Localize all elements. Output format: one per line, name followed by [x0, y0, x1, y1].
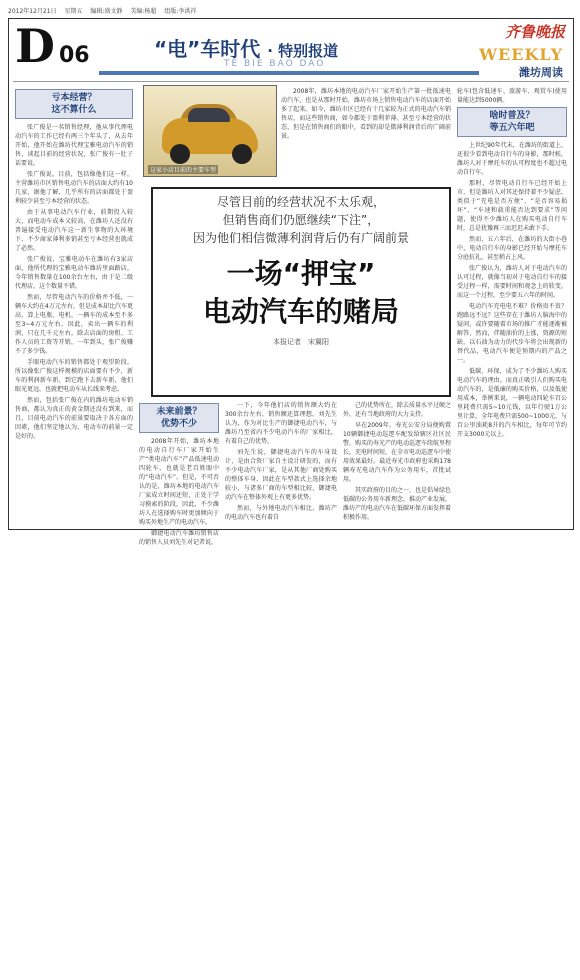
headline-box [151, 187, 451, 397]
right-paragraphs [457, 141, 567, 439]
issue-weekday: 星期五 [64, 8, 83, 15]
bottom-middle-column [225, 401, 337, 525]
page-number: 06 [59, 43, 90, 68]
byline: 本报记者 宋翼阳 [273, 338, 329, 346]
section-bar [99, 71, 479, 75]
paragraph: 2008年开始，潍坊本地的电动自行车厂家开始生产“类电动汽车”产品低速电动四轮车，也就是老百姓眼中的“电动汽车”。但是，不可否认的是，潍坊本地的电动汽车厂家成立时间还短，正处于学习摸索的阶段，因此，不少潍坊人在选择购车时更加倾向于购买外地生产的电动汽车。 [139, 438, 219, 526]
paragraph: 刘先生说，御捷电动汽车的车身设计，是由合资厂家自主设计研发的，而有不少电动汽车厂家，是从其他厂商处购买的整体车身，因此在车型款式上选择余地较小，与诸多厂商的车型相比较，御捷电动汽车在整体外观上有更多优势。 [225, 449, 337, 501]
paragraph: 张广俊说，目前，包括像他们这一样，主营潍坊市区销售电动汽车的店面大约有10几家，据他了解，几乎所有的店面都处于盈利较少甚至亏本经营的状态。 [15, 171, 133, 205]
deck-line-1: 尽管目前的经营状况不太乐观， [216, 195, 385, 209]
paragraph: 然而，五六年后，在潍坊的大街小巷中，电动自行车的身影已经开始与摩托车分庭抗礼，甚至稍占上风。 [457, 236, 567, 261]
paragraph: 张广俊说，宝雅电动车在潍坊有3家店面，他所代理的宝雅电动车潍坊里面路店，今年销售数量在100余台左右，由于是二级代理店，这个数量不错。 [15, 256, 133, 290]
paragraph: 早在2009年，寿光公安分局便购置10辆御捷电动巡逻车配发给辖区社区民警，购买的寿光产的电动巡逻车续航里程长，充电时间短，在全市电动巡逻车中使用效果最好。最近寿光市政府也采购178辆寿光电动汽车作为公务用车，首批试用。 [343, 422, 452, 483]
headline-secondary: 电动汽车的赌局 [202, 295, 399, 328]
issue-date: 2012年12月21日 [8, 8, 57, 15]
newspaper-page [8, 18, 574, 546]
section-pinyin: TE BIE BAO DAO [224, 59, 326, 69]
section-letter: D [15, 19, 55, 73]
header-divider [13, 81, 569, 82]
paragraph: 己的优势所在，除去质量水平过硬之外，还有当地政府的大力支持。 [343, 402, 452, 418]
paragraph: 电动汽车充电电不难？价格贵不贵？跑路远不远？这些存在于潍坊人脑海中的疑问，或许要随着市场的推广才能逐渐被解答，然而，伴随油价的上涨，资源的短缺，以石油为动力的代步车将会出现新的替代品，电动汽车便是预期内的产品之一。 [457, 303, 567, 364]
intro-paragraph: 2008年，潍坊本地的电动汽车厂家开始生产第一批低速电动汽车，也是从那时开始，潍坊市场上销售电动汽车的店面开始多了起来。如今，潍坊市区已经有十几家较为正式的电动汽车销售店，而这些销售商，如今都处于盈利菲薄、甚至亏本经营的状态，但是在销售商们的眼中，看到的却是微薄利润背后的广阔前景。 [281, 88, 451, 140]
photo-caption: 这家小店目前的主要车型 [150, 167, 217, 174]
deck-line-3: 因为他们相信微薄利润背后仍有广阔前景 [192, 231, 409, 245]
paragraph: 然而，尽管电动汽车的价格并不低，一辆车大约在4万元左右，但是成本却比汽车更高，算上电瓶、电机，一辆车的成本至不多至3~4万元左右，因此，卖出一辆车的利润，只在几千元左右，除去店面的房租、工作人员的工资等开销，一年到头，张广俊赚不了多少钱。 [15, 294, 133, 355]
paragraph: 御捷电动汽车潍坊销售店的销售人员刘先生对记者说， [139, 530, 219, 546]
paragraph: 那时，尽管电动自行车已经开始上市，但是潍坊人对其还保持着不少疑虑，类似于“充电是否方便”、“是否容易损坏”、“车速和载重能否达到要求”等问题，使得不少潍坊人在购买电动自行车时，总是犹豫再三而迟迟未敢下手。 [457, 180, 567, 232]
design-credit: 美编:杨超 [130, 8, 157, 15]
paragraph: 然而，包括张广俊在内的潍坊电动车销售商，都认为真正的黄金期还没有到来，而且，目前电动汽车的前景要取决于各方面的因素，他们坚定地认为，电动车的前景一定是好的。 [15, 397, 133, 440]
weekly-label: WEEKLY [479, 45, 563, 64]
bottom-left-paragraphs [139, 437, 219, 547]
section-title [154, 33, 338, 62]
car-photo [143, 85, 277, 177]
paragraph: 上世纪90年代末，在潍坊的街道上，还很少看到电动自行车的身影，那时候，潍坊人对于摩托车的认可程度也不超过电动自行车。 [457, 142, 567, 176]
left-column [15, 87, 133, 523]
proof-credit: 组版:李洪祥 [164, 8, 197, 15]
section-title-main: “电”车时代 [154, 37, 261, 61]
masthead-meta [8, 6, 202, 15]
paragraph: 手眼电动汽车的销售都处于观望阶段，所以像张广俊这样规模的店面要有不少，新车的利润新车新、到它跑下去新车新，他们眼光更远，也就把电动车从长线来考虑。 [15, 359, 133, 393]
headline-main: 一场“押宝” [226, 257, 376, 290]
intro-text [281, 87, 451, 179]
left-heading: 亏本经营？ 这不算什么 [15, 89, 133, 119]
bottom-right-paragraphs [343, 401, 451, 522]
bottom-middle-paragraphs [225, 401, 337, 522]
paragraph: 由于从事电动汽车行业，前期投入较大，而电动车成本又较高，在潍坊人还没有普遍接受电动汽车这一新生事物的大环境下，不少商家薄利多销甚至亏本经营也就成了必然。 [15, 209, 133, 252]
weekly-badge [479, 45, 563, 80]
section-title-sub: · 特别报道 [267, 42, 339, 60]
paragraph: 然而，与外地电动汽车相比，潍坊产的电动汽车也有着自 [225, 505, 337, 521]
right-heading: 啥时普及？ 等五六年吧 [457, 107, 567, 137]
right-column [457, 87, 567, 523]
editor-credit: 编辑:盛文静 [90, 8, 123, 15]
paragraph: 张广俊认为，潍坊人对于电动汽车的认可过程，就像当初对于电动自行车的接受过程一样，需要时间和观念上的转变，而这一个过程，至少要五六年的时间。 [457, 265, 567, 299]
left-paragraphs [15, 123, 133, 441]
paragraph: 一下，今年他们店的销售额大约在300余台左右，销售额还算理想。刘先生认为，作为对比生产的御捷电动汽车，与潍坊乃至省内不少电动汽车的厂家相比，有着自己的优势。 [225, 402, 337, 445]
paragraph: 其实政府的目的之一，也是倡导绿色低碳的公务用车新理念，推动产业发展，潍坊产的电动汽车在低碳环保方面发挥着积极作用。 [343, 487, 452, 521]
car-wheel-rear [232, 144, 252, 164]
car-wheel-front [170, 144, 190, 164]
deck-line-2: 但销售商们仍愿继续“下注”， [222, 213, 380, 227]
bottom-left-column [139, 401, 219, 546]
paper-logo: 齐鲁晚报 [504, 23, 565, 41]
car-window [188, 108, 230, 122]
right-top-text: 轮车(包含低速车、旅游车、观赏车)使用量能达到5000辆。 [457, 88, 567, 104]
bottom-right-column [343, 401, 451, 525]
bottom-left-heading: 未来前景？ 优势不少 [139, 403, 219, 433]
paragraph: 张广俊是一名销售经理，他从事代理电动汽车的工作已经有两三个年头了，从去年开始，他开始在潍坊代理宝雅电动汽车的销售，谈起目前的经营状况，张广俊有一肚子话要说。 [15, 124, 133, 167]
paragraph: 低碳、环保，成为了不少潍坊人购买电动汽车的理由，而真正吸引人们购买电动汽车的，是低廉的购买价格，以及低使用成本，举例来说，一辆电动四轮车百公里耗费只需5~10元钱，以年行驶1万公里计算，全年电费只需500~1000元，与百公里油耗8升的汽车相比，每年可节约开支3000元以上。 [457, 368, 567, 438]
weekly-cn-label: 潍坊周读 [519, 66, 563, 79]
